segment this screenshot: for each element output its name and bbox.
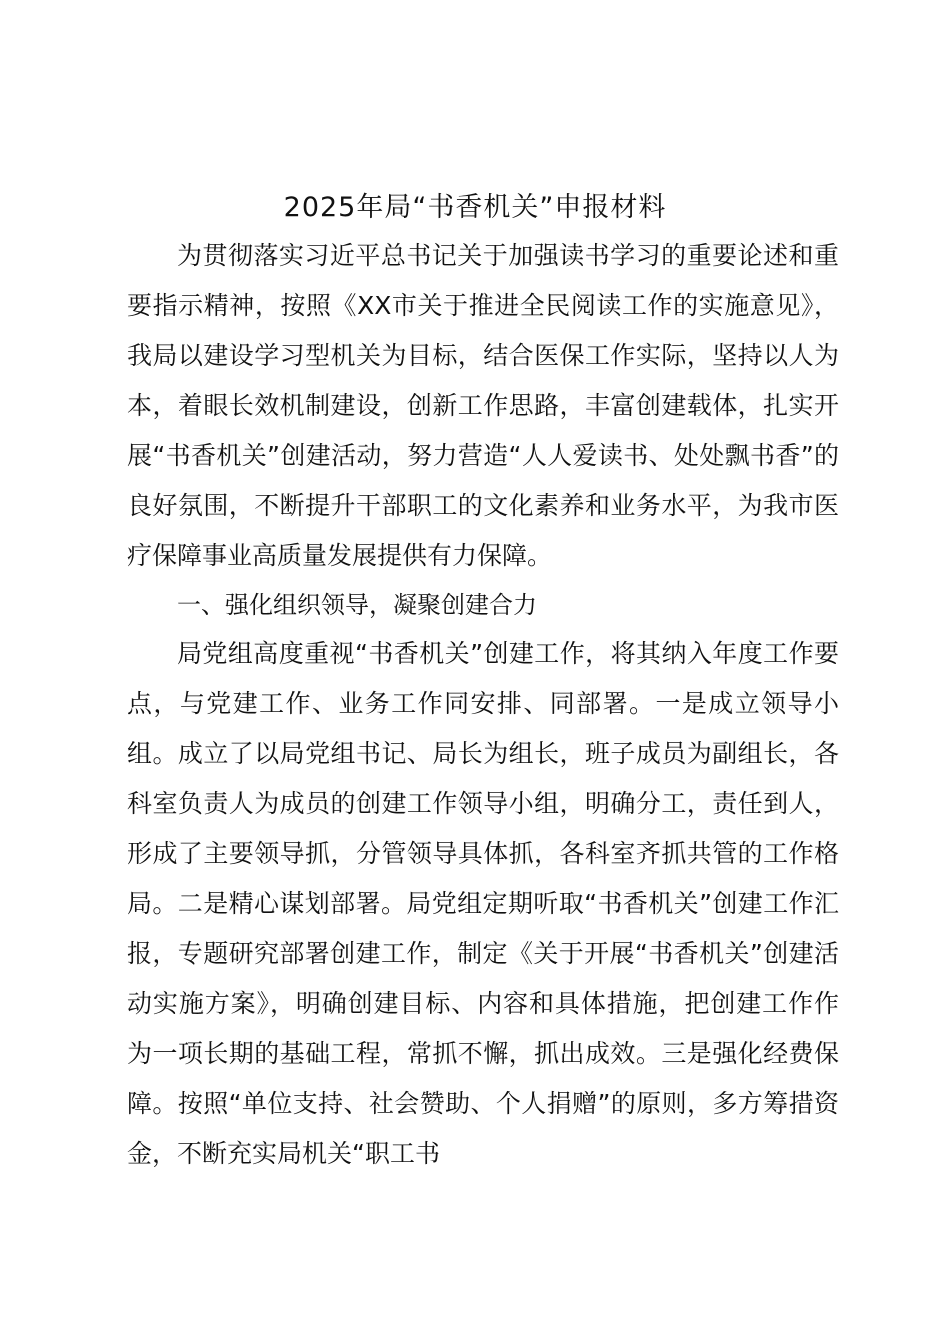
section-heading: 一、强化组织领导，凝聚创建合力 xyxy=(177,591,537,619)
intro-paragraph: 为贯彻落实习近平总书记关于加强读书学习的重要论述和重要指示精神，按照《XX市关于推进全民阅读工作的实施意见》，我局以建设学习型机关为目标，结合医保工作实际，坚持以人为本，着眼长效机制建设，创新工作思路，丰富创建载体，扎实开展“书香机关”创建活动，努力营造“人人爱读书、处处飘书香”的良好氛围，不断提升干部职工的文化素养和业务水平，为我市医疗保障事业高质量发展提供有力保障。 xyxy=(127,241,839,570)
document-title: 2025年局“书香机关”申报材料 xyxy=(283,192,667,223)
section-paragraph: 局党组高度重视“书香机关”创建工作，将其纳入年度工作要点，与党建工作、业务工作同安排、同部署。一是成立领导小组。成立了以局党组书记、局长为组长，班子成员为副组长，各科室负责人为成员的创建工作领导小组，明确分工，责任到人，形成了主要领导抓，分管领导具体抓，各科室齐抓共管的工作格局。二是精心谋划部署。局党组定期听取“书香机关”创建工作汇报，专题研究部署创建工作，制定《关于开展“书香机关”创建活动实施方案》，明确创建目标、内容和具体措施，把创建工作作为一项长期的基础工程，常抓不懈，抓出成效。三是强化经费保障。按照“单位支持、社会赞助、个人捐赠”的原则，多方筹措资金，不断充实局机关“职工书 xyxy=(127,639,839,1168)
